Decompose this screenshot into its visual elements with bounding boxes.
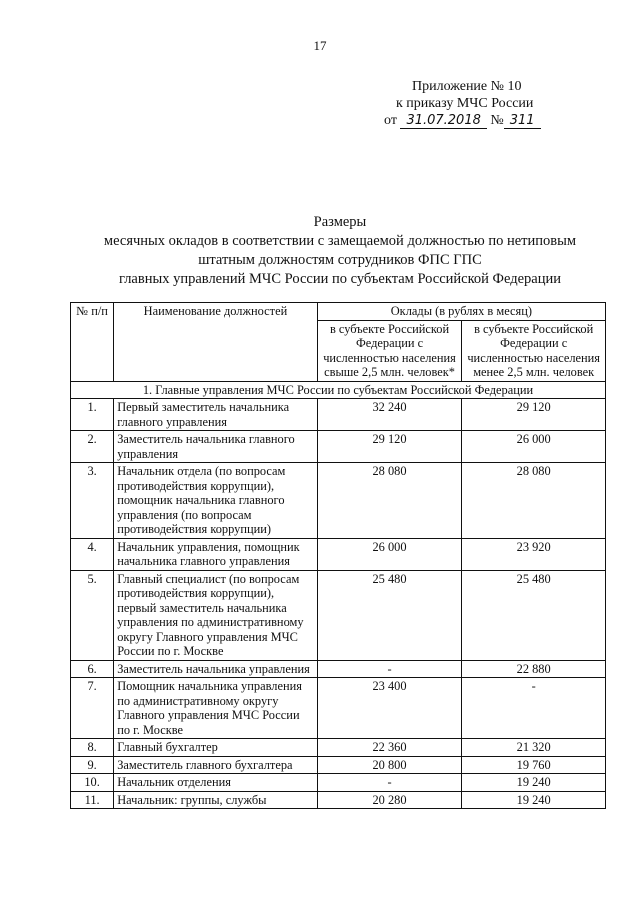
- row-number: 6.: [71, 660, 114, 678]
- salary-over-2-5m: 20 800: [317, 756, 462, 774]
- row-number: 4.: [71, 538, 114, 570]
- row-number: 5.: [71, 570, 114, 660]
- title-line-4: главных управлений МЧС России по субъектам Российской Федерации: [118, 271, 562, 287]
- row-number: 10.: [71, 774, 114, 792]
- header-name: Наименование должностей: [114, 303, 318, 382]
- row-number: 1.: [71, 399, 114, 431]
- header-under-2-5m: в субъекте Российской Федерации с численностью населения менее 2,5 млн. человек: [462, 320, 606, 381]
- salary-over-2-5m: 25 480: [317, 570, 462, 660]
- salary-under-2-5m: 29 120: [462, 399, 606, 431]
- row-number: 8.: [71, 739, 114, 757]
- salary-over-2-5m: -: [317, 774, 462, 792]
- salary-under-2-5m: -: [462, 678, 606, 739]
- salary-under-2-5m: 19 760: [462, 756, 606, 774]
- header-num: № п/п: [71, 303, 114, 382]
- document-title: [40, 213, 640, 289]
- position-name: Начальник: группы, службы: [114, 791, 318, 809]
- page-number: 17: [313, 38, 327, 53]
- salary-under-2-5m: 22 880: [462, 660, 606, 678]
- salary-over-2-5m: 20 280: [317, 791, 462, 809]
- position-name: Заместитель начальника управления: [114, 660, 318, 678]
- table-row: [71, 791, 606, 809]
- table-row: [71, 678, 606, 739]
- salary-under-2-5m: 26 000: [462, 431, 606, 463]
- row-number: 2.: [71, 431, 114, 463]
- position-name: Главный специалист (по вопросам противодействия коррупции), первый заместитель начальника управления по административному округу Главного управления МЧС России по г. Москве: [114, 570, 318, 660]
- salary-under-2-5m: 21 320: [462, 739, 606, 757]
- table-row: [71, 538, 606, 570]
- number-label: №: [490, 113, 504, 128]
- table-row: [71, 399, 606, 431]
- section-heading: 1. Главные управления МЧС России по субъектам Российской Федерации: [71, 381, 606, 399]
- appendix-header: [384, 78, 584, 129]
- appendix-order: к приказу МЧС России: [396, 96, 534, 111]
- salary-over-2-5m: 32 240: [317, 399, 462, 431]
- position-name: Начальник управления, помощник начальника главного управления: [114, 538, 318, 570]
- appendix-title: Приложение № 10: [412, 79, 522, 94]
- salary-under-2-5m: 19 240: [462, 774, 606, 792]
- salary-under-2-5m: 19 240: [462, 791, 606, 809]
- position-name: Начальник отделения: [114, 774, 318, 792]
- salary-over-2-5m: 23 400: [317, 678, 462, 739]
- salary-over-2-5m: 22 360: [317, 739, 462, 757]
- position-name: Начальник отдела (по вопросам противодействия коррупции), помощник начальника главного управления (по вопросам противодействия коррупции): [114, 463, 318, 539]
- position-name: Первый заместитель начальника главного управления: [114, 399, 318, 431]
- salary-over-2-5m: 28 080: [317, 463, 462, 539]
- row-number: 3.: [71, 463, 114, 539]
- table-row: [71, 774, 606, 792]
- position-name: Помощник начальника управления по административному округу Главного управления МЧС России по г. Москве: [114, 678, 318, 739]
- table-row: [71, 739, 606, 757]
- salary-under-2-5m: 25 480: [462, 570, 606, 660]
- table-row: [71, 570, 606, 660]
- header-salary-group: Оклады (в рублях в месяц): [317, 303, 605, 321]
- salary-over-2-5m: 26 000: [317, 538, 462, 570]
- title-line-3: штатным должностям сотрудников ФПС ГПС: [198, 252, 482, 268]
- salary-under-2-5m: 23 920: [462, 538, 606, 570]
- appendix-date-line: [384, 112, 584, 129]
- row-number: 7.: [71, 678, 114, 739]
- table-row: [71, 463, 606, 539]
- salary-over-2-5m: 29 120: [317, 431, 462, 463]
- position-name: Заместитель главного бухгалтера: [114, 756, 318, 774]
- row-number: 11.: [71, 791, 114, 809]
- title-line-2: месячных окладов в соответствии с замещаемой должностью по нетиповым: [103, 233, 577, 249]
- position-name: Главный бухгалтер: [114, 739, 318, 757]
- order-number: 311: [504, 114, 541, 129]
- position-name: Заместитель начальника главного управления: [114, 431, 318, 463]
- row-number: 9.: [71, 756, 114, 774]
- table-row: [71, 660, 606, 678]
- title-line-1: Размеры: [313, 214, 367, 230]
- table-row: [71, 756, 606, 774]
- salary-under-2-5m: 28 080: [462, 463, 606, 539]
- order-date: 31.07.2018: [400, 114, 486, 129]
- from-label: от: [384, 113, 397, 128]
- header-over-2-5m: в субъекте Российской Федерации с численностью населения свыше 2,5 млн. человек*: [317, 320, 462, 381]
- salary-over-2-5m: -: [317, 660, 462, 678]
- salary-table: [70, 302, 606, 809]
- table-row: [71, 431, 606, 463]
